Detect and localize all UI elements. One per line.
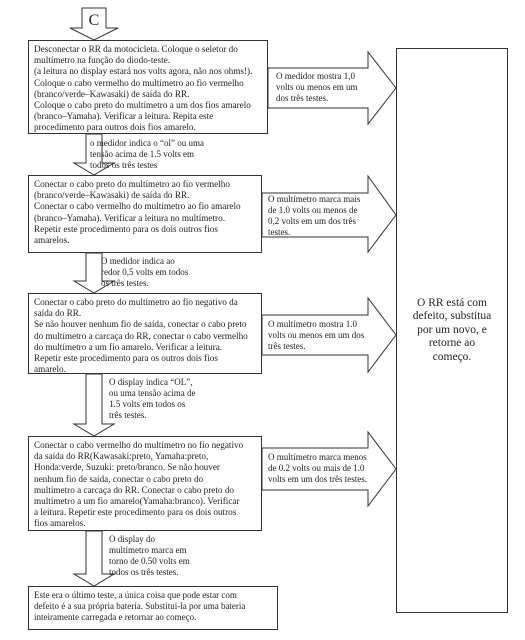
start-connector-label: C (88, 12, 100, 29)
final-battery-box: Este era o último teste, a única coisa que pode estar com defeito é a sua própria bateria. Substitui-la por uma bateria inteiramente carregada e retornar ao começo. (28, 586, 278, 630)
result-defect-box: O RR está com defeito, substitua por um novo, e retorne ao começo. (396, 48, 508, 613)
step-2-box: Conectar o cabo preto do multímetro ao fio vermelho (branco/verde–Kawasaki) de saída do RR. Conectar o cabo vermelho do multímetro ao fio amarelo (branco–Yamaha). Verificar a leitura no multímetro. Repetir este procedimento para os dois outros fios amarelos. (28, 175, 262, 253)
down-arrow-3 (74, 374, 114, 436)
fail-label-2: O multímetro marca mais de 1.0 volts ou menos de 0,2 volts em um dos três testes. (268, 194, 361, 237)
pass-label-2: O medidor indica ao redor 0,5 volts em todos os três testes. (101, 256, 189, 288)
step-3-box: Conectar o cabo preto do multímetro ao fio negativo da saída do RR. Se não houver nenhum fio de saída, conectar o cabo preto do multímetro a carcaça do RR, conectar o cabo vermelho do multímetro a um fio amarelo. Verificar a leitura. Repetir este procedimento para os outros dois fios amarelo. (28, 293, 262, 374)
step-1-box: Desconectar o RR da motocicleta. Coloque o seletor do multímetro na função do diodo-teste. (a leitura no display estará nos volts agora, não nos ohms!). Coloque o cabo vermelho do multímetro ao fio vermelho (branco/verde–Kawasaki) de saída do RR. Coloque o cabo preto do multímetro a um dos fios amarelo (branco–Yamaha). Verificar a leitura. Repita este procedimento para outros dois fios amarelo. (28, 40, 268, 134)
pass-label-3: O display indica “OL”, ou uma tensão acima de 1.5 volts em todos os três testes. (109, 377, 196, 420)
fail-label-4: O multímetro marca menos de 0.2 volts ou mais de 1.0 volts em um dos três testes. (268, 452, 367, 484)
pass-label-1: o medidor indica o “ol” ou uma tensão acima de 1.5 volts em todos os três testes (90, 138, 204, 170)
down-arrow-4 (74, 531, 114, 586)
pass-label-4: O display do multímetro marca em torno de 0.50 volts em todos os três testes. (109, 534, 190, 577)
fail-label-3: O multímetro mostra 1.0 volts ou menos em um dos três testes. (268, 319, 365, 351)
step-4-box: Conectar o cabo vermelho do multímetro no fio negativo da saída do RR(Kawasaki:preto, Yamaha:preto, Honda:verde, Suzuki: preto/branco. Se não houver nenhum fio de saída, conectar o cabo preto do multímetro a carcaça do RR. Conectar o cabo preto do multímetro a um fio amarelo(Yamaha:branco). Verificar a leitura. Repetir este procedimento para os dois outros fios amarelos. (28, 436, 262, 531)
fail-label-1: O medidor mostra 1,0 volts ou menos em um dos três testes. (276, 71, 358, 103)
